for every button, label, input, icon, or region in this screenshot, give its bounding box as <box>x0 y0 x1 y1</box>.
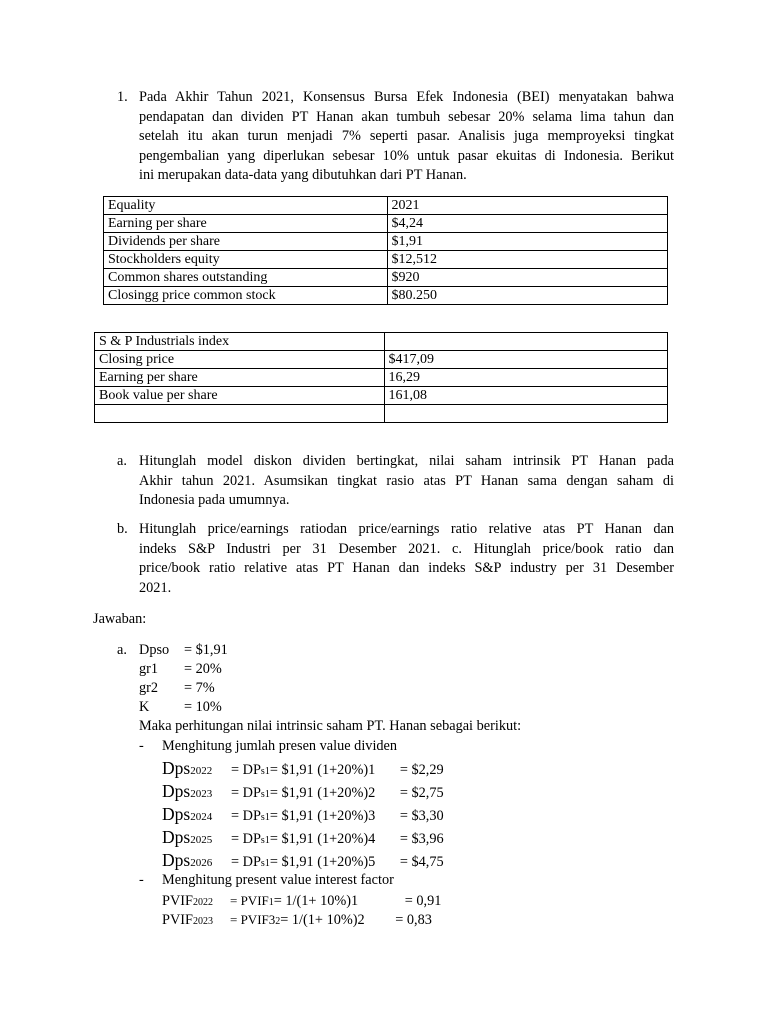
pvif-result: = 0,91 <box>404 893 442 909</box>
dps-label <box>162 803 231 828</box>
dps-year: 2022 <box>190 765 213 777</box>
sub-a-text <box>139 452 674 511</box>
dps-eq: = DP <box>231 854 261 870</box>
dps-formula: = $1,91 (1+20%)1 <box>269 762 376 778</box>
pvif-base: PVIF <box>162 912 193 928</box>
question-line: ini merupakan data-data yang dibutuhkan dari PT Hanan. <box>139 167 467 183</box>
table-row <box>104 197 668 215</box>
question-line: Pada Akhir Tahun 2021, Konsensus Bursa Efek Indonesia (BEI) menyatakan bahwa <box>139 89 674 105</box>
table-row <box>95 369 668 387</box>
table-cell <box>384 333 668 351</box>
table-cell: Closing price <box>95 351 385 369</box>
table-cell: Common shares outstanding <box>104 269 388 287</box>
dps-sub: s1 <box>260 789 270 800</box>
table-cell: Stockholders equity <box>104 251 388 269</box>
table-row <box>104 233 668 251</box>
sub-b-line: indeks S&P Industri per 31 Desember 2021. c. Hitunglah price/book ratio dan <box>139 540 674 557</box>
dps-sub: s1 <box>260 766 270 777</box>
dps-eq: = DP <box>231 808 261 824</box>
var-row <box>139 660 222 680</box>
table-cell: Earning per share <box>104 215 388 233</box>
question-line: pendapatan dan dividen PT Hanan akan tumbuh sebesar 20% selama lima tahun dan <box>139 108 674 125</box>
sub-b-text <box>139 520 674 598</box>
dps-formula: = $1,91 (1+20%)3 <box>269 808 376 824</box>
dps-formula: = $1,91 (1+20%)4 <box>269 831 376 847</box>
var-value: = $1,91 <box>184 642 228 658</box>
sub-b-line: 2021. <box>139 579 172 596</box>
dps-base: Dps <box>162 804 191 824</box>
dps-label <box>162 757 231 782</box>
sub-b-line: price/book ratio relative atas PT Hanan dan indeks S&P industry per 31 Desember <box>139 560 674 576</box>
dps-base: Dps <box>162 781 191 801</box>
table-row <box>95 405 668 423</box>
table-row <box>104 251 668 269</box>
dps-sub: s1 <box>260 812 270 823</box>
dps-result: = $2,75 <box>399 785 444 801</box>
answer-intro: Maka perhitungan nilai intrinsic saham PT. Hanan sebagai berikut: <box>139 718 522 734</box>
dps-base: Dps <box>162 758 191 778</box>
company-data-table <box>103 196 668 305</box>
pvif-result: = 0,83 <box>395 912 432 928</box>
table-cell: $12,512 <box>387 251 667 269</box>
var-value: = 20% <box>184 661 222 677</box>
dps-sub: s1 <box>260 858 270 869</box>
dps-eq: = DP <box>231 762 261 778</box>
table-cell: $920 <box>387 269 667 287</box>
dps-year: 2026 <box>190 857 213 869</box>
var-name: gr2 <box>139 680 159 696</box>
table-cell: Dividends per share <box>104 233 388 251</box>
bullet-dash: - <box>139 738 144 754</box>
var-name: gr1 <box>139 661 159 677</box>
pvif-formula: = 1/(1+ 10%)2 <box>280 912 365 928</box>
question-number: 1. <box>117 89 128 105</box>
dps-formula: = $1,91 (1+20%)5 <box>269 854 376 870</box>
sub-b-label: b. <box>117 521 128 537</box>
sub-a-line: Akhir tahun 2021. Asumsikan tingkat rasio atas PT Hanan sama dengan saham di <box>139 472 674 489</box>
table-cell <box>95 405 385 423</box>
pvif-year: 2023 <box>193 916 213 927</box>
sub-a-label: a. <box>117 453 127 469</box>
question-line: setelah itu akan turun menjadi 7% seperti pasar. Analisis juga memproyeksi tingkat <box>139 128 674 144</box>
pvif-row <box>162 910 432 932</box>
bullet-text: Menghitung jumlah presen value dividen <box>162 738 398 754</box>
table-cell: Closingg price common stock <box>104 287 388 305</box>
dps-row <box>162 826 444 851</box>
dps-base: Dps <box>162 850 191 870</box>
table-cell: $1,91 <box>387 233 667 251</box>
dps-base: Dps <box>162 827 191 847</box>
dps-row <box>162 780 444 805</box>
dps-year: 2023 <box>190 788 213 800</box>
table-cell: S & P Industrials index <box>95 333 385 351</box>
dps-result: = $3,96 <box>399 831 444 847</box>
dps-row <box>162 757 444 782</box>
dps-row <box>162 803 444 828</box>
answer-label: a. <box>117 642 127 658</box>
dps-sub: s1 <box>260 835 270 846</box>
table-cell: 16,29 <box>384 369 668 387</box>
dps-eq: = DP <box>231 785 261 801</box>
sub-b-line: Hitunglah price/earnings ratiodan price/earnings ratio relative atas PT Hanan dan <box>139 521 674 537</box>
question-text <box>139 88 674 186</box>
table-cell: Equality <box>104 197 388 215</box>
table-cell <box>384 405 668 423</box>
var-row <box>139 641 228 661</box>
table-row <box>95 333 668 351</box>
sub-a-line: Hitunglah model diskon dividen bertingkat, nilai saham intrinsik PT Hanan pada <box>139 453 674 469</box>
var-value: = 7% <box>184 680 215 696</box>
dps-eq: = DP <box>231 831 261 847</box>
table-row <box>104 215 668 233</box>
table-cell: $80.250 <box>387 287 667 305</box>
dps-year: 2025 <box>190 834 213 846</box>
bullet-dash: - <box>139 872 144 888</box>
var-name: K <box>139 699 150 715</box>
var-name: Dpso <box>139 642 170 658</box>
table-cell: $4,24 <box>387 215 667 233</box>
bullet-text: Menghitung present value interest factor <box>162 872 394 888</box>
pvif-sub: 1 <box>268 897 274 908</box>
table-cell: 2021 <box>387 197 667 215</box>
index-data-table <box>94 332 668 423</box>
pvif-year: 2022 <box>193 897 213 908</box>
table-row <box>95 351 668 369</box>
question-line: pengembalian yang diperlukan sebesar 10% untuk pasar ekuitas di Indonesia. Berikut <box>139 147 674 164</box>
pvif-base: PVIF <box>162 893 193 909</box>
table-row <box>104 287 668 305</box>
var-row <box>139 698 222 718</box>
pvif-eq: = PVIF <box>230 893 269 908</box>
dps-year: 2024 <box>190 811 213 823</box>
dps-label <box>162 780 231 805</box>
pvif-sub: 2 <box>275 916 281 927</box>
pvif-formula: = 1/(1+ 10%)1 <box>273 893 359 909</box>
dps-label <box>162 826 231 851</box>
pvif-eq: = PVIF3 <box>230 912 276 927</box>
table-row <box>95 387 668 405</box>
var-row <box>139 679 215 699</box>
table-cell: $417,09 <box>384 351 668 369</box>
table-cell: Book value per share <box>95 387 385 405</box>
table-row <box>104 269 668 287</box>
answer-heading: Jawaban: <box>93 611 147 627</box>
pvif-label <box>162 911 230 932</box>
dps-result: = $4,75 <box>399 854 444 870</box>
table-cell: Earning per share <box>95 369 385 387</box>
dps-result: = $2,29 <box>399 762 444 778</box>
dps-result: = $3,30 <box>399 808 444 824</box>
var-value: = 10% <box>184 699 222 715</box>
sub-a-line: Indonesia pada umumnya. <box>139 492 290 508</box>
table-cell: 161,08 <box>384 387 668 405</box>
dps-formula: = $1,91 (1+20%)2 <box>269 785 376 801</box>
